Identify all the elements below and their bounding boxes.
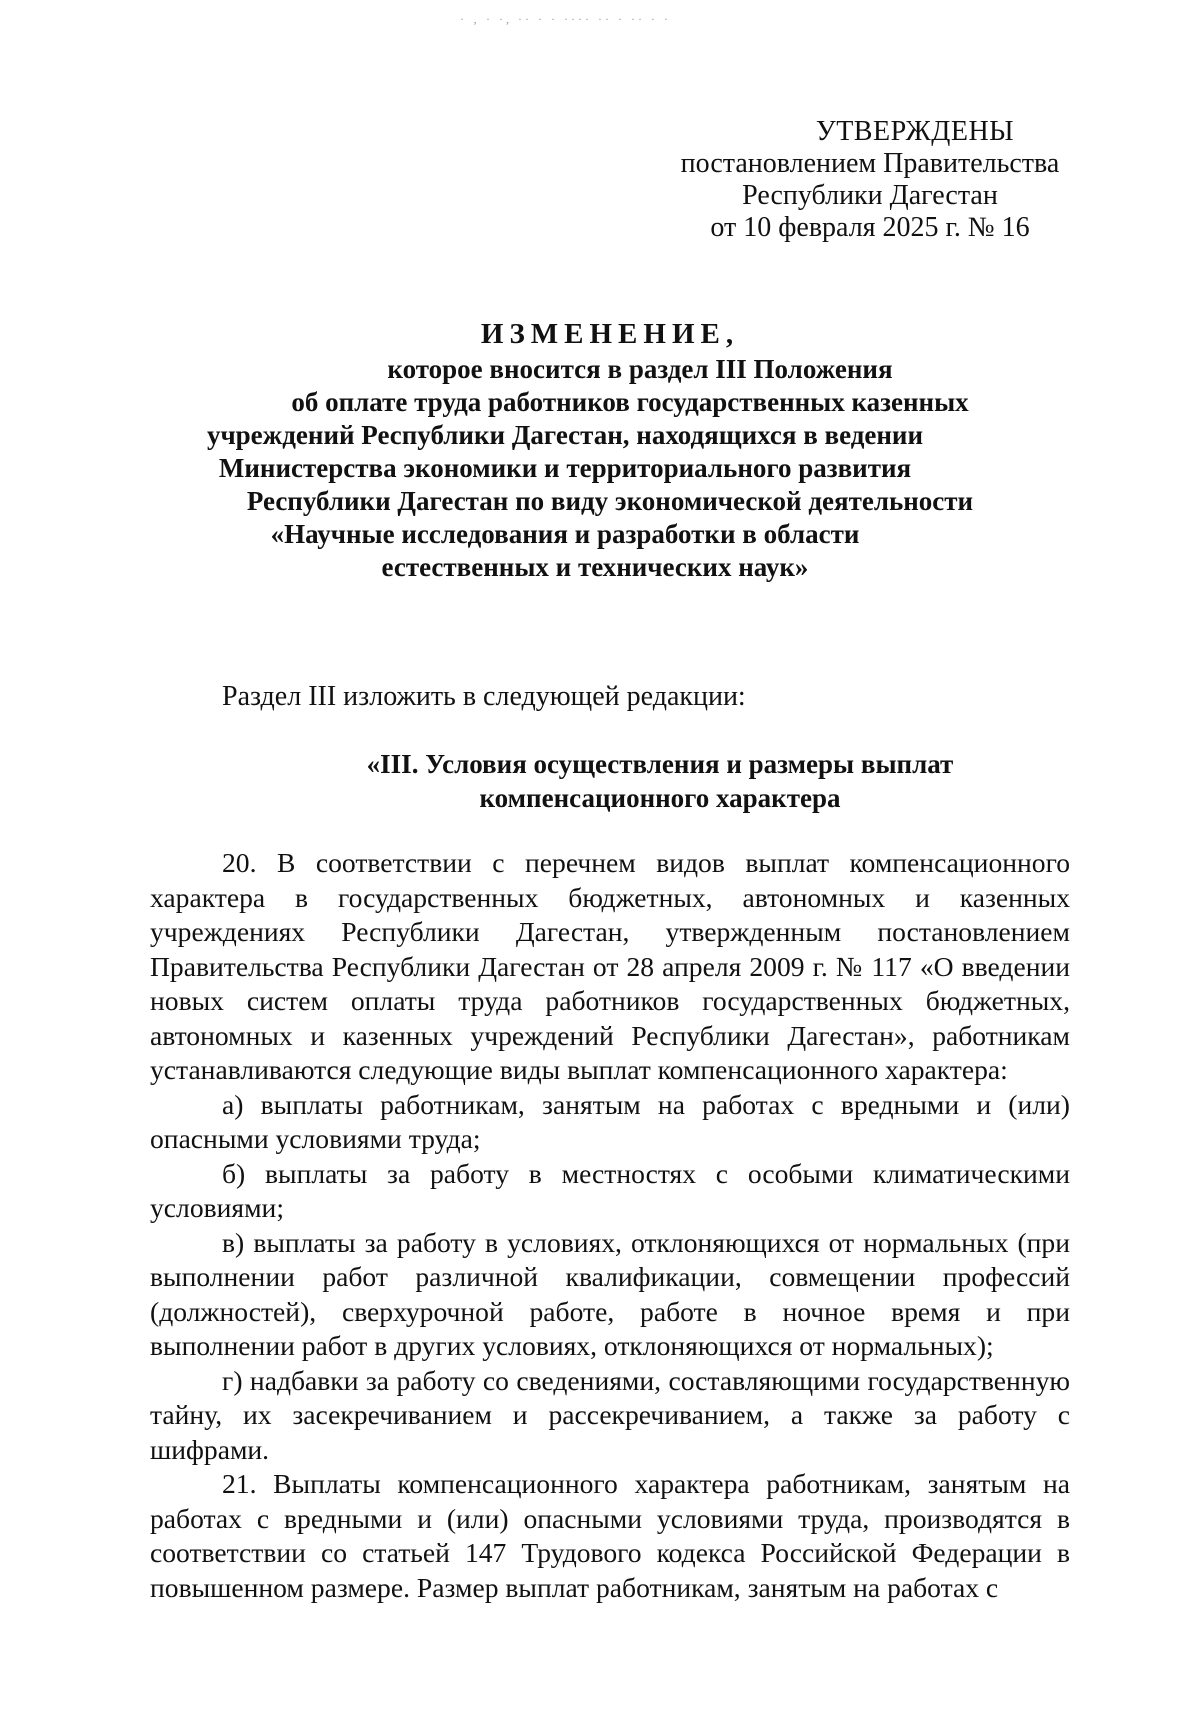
title-line-7: естественных и технических наук» (381, 552, 809, 582)
paragraph-21: 21. Выплаты компенсационного характера работникам, занятым на работах с вредными и (или) опасными условиями труда, производятся в соответствии со статьей 147 Трудового кодекса Российской Федерации в повышенном размере. Размер выплат работникам, занятым на работах с (150, 1468, 1070, 1603)
section-body (150, 846, 1070, 1605)
title-line-3: учреждений Республики Дагестан, находящихся в ведении (206, 420, 924, 450)
title-main: ИЗМЕНЕНИЕ, (480, 318, 740, 350)
section-heading-line-2: компенсационного характера (479, 783, 841, 813)
approval-stamp-block (640, 116, 1100, 244)
approval-line-1: постановлением Правительства (680, 148, 1060, 179)
list-item-g: г) надбавки за работу со сведениями, составляющими государственную тайну, их засекречиванием и рассекречиванием, а также за работу с шифрами. (150, 1364, 1070, 1465)
section-heading-line-1: «III. Условия осуществления и размеры выплат (366, 749, 954, 779)
title-line-1: которое вносится в раздел III Положения (387, 354, 893, 384)
section-heading (220, 747, 1100, 815)
approval-line-2: Республики Дагестан (742, 180, 998, 211)
title-line-4: Министерства экономики и территориального развития (218, 453, 912, 483)
paragraph-20: 20. В соответствии с перечнем видов выплат компенсационного характера в государственных бюджетных, автономных и казенных учреждениях Республики Дагестан, утвержденным постановлением Правительства Республики Дагестан от 28 апреля 2009 г. № 117 «О введении новых систем оплаты труда работников государственных бюджетных, автономных и казенных учреждений Республики Дагестан», работникам устанавливаются следующие виды выплат компенсационного характера: (150, 847, 1070, 1085)
list-item-a: а) выплаты работникам, занятым на работах с вредными и (или) опасными условиями труда; (150, 1088, 1070, 1154)
intro-text: Раздел III изложить в следующей редакции: (222, 681, 746, 712)
title-line-6: «Научные исследования и разработки в области (270, 519, 860, 549)
list-item-v: в) выплаты за работу в условиях, отклоняющихся от нормальных (при выполнении работ различной квалификации, совмещении профессий (должностей), сверхурочной работе, работе в ночное время и при выполнении работ в других условиях, отклоняющихся от нормальных); (150, 1226, 1070, 1361)
approved-label: УТВЕРЖДЕНЫ (815, 116, 1015, 147)
scan-artifact: · ‚ · ·, ·· · · ···· ·· · ·· · · (460, 12, 671, 26)
list-item-b: б) выплаты за работу в местностях с особыми климатическими условиями; (150, 1157, 1070, 1223)
document-title (200, 318, 1080, 584)
title-line-2: об оплате труда работников государственных казенных (291, 387, 969, 417)
title-line-5: Республики Дагестан по виду экономической деятельности (246, 486, 974, 516)
approval-line-3: от 10 февраля 2025 г. № 16 (710, 212, 1030, 243)
